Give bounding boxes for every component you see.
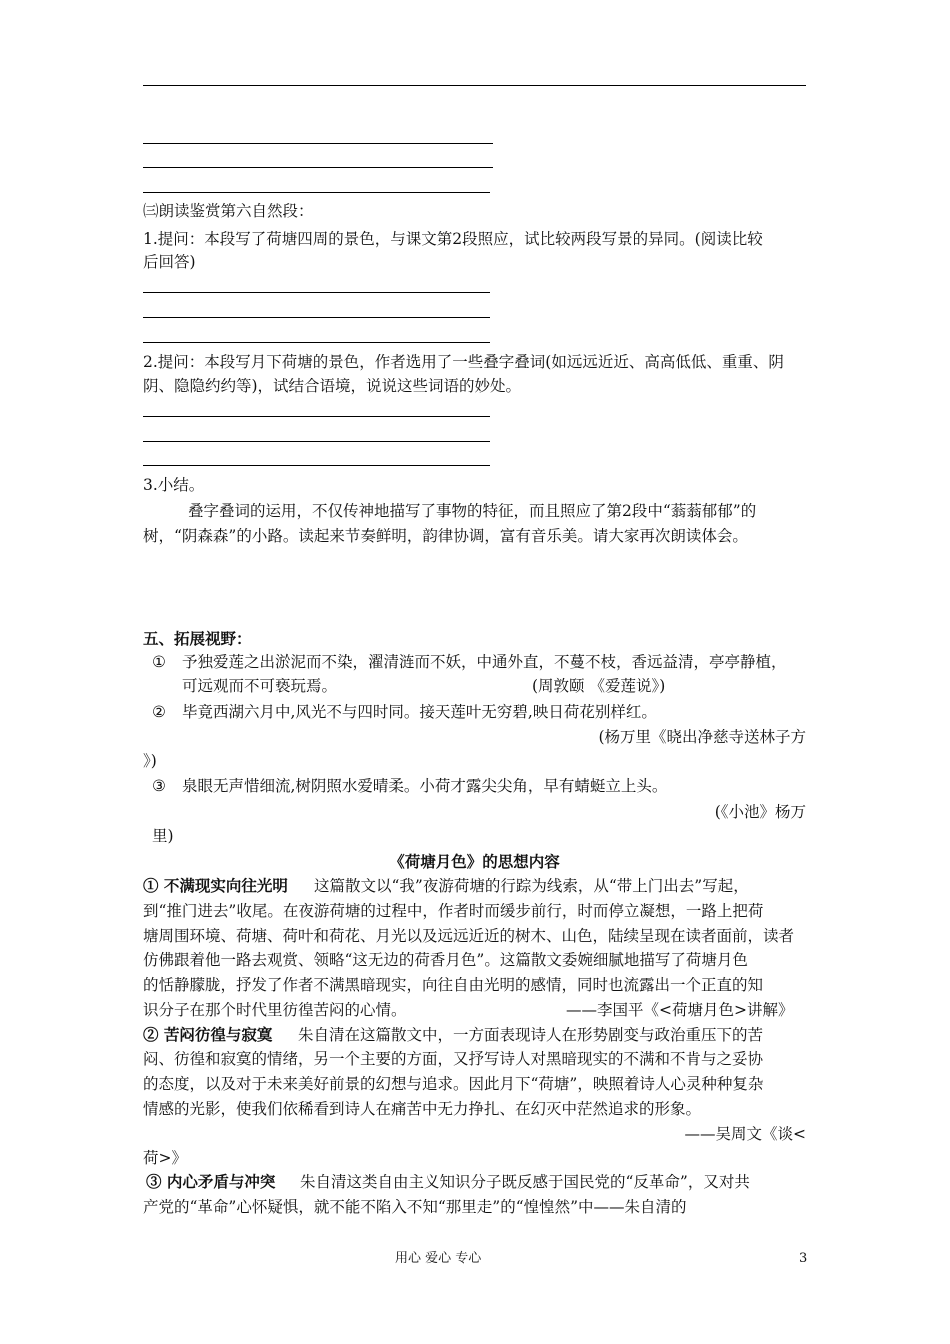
summary-label: 3.小结。 bbox=[143, 476, 205, 494]
question-2-line1: 2.提问：本段写月下荷塘的景色，作者选用了一些叠字叠词(如远远近近、高高低低、重重、阴 bbox=[143, 353, 784, 371]
answer-line bbox=[143, 441, 490, 442]
section-heading: 五、拓展视野： bbox=[143, 629, 252, 648]
paragraph-line: 仿佛跟着他一路去观赏、领略“这无边的荷香月色”。这篇散文委婉细腻地描写了荷塘月色 bbox=[143, 951, 748, 969]
essay-title: 《荷塘月色》的思想内容 bbox=[389, 852, 560, 871]
citation: 荷>》 bbox=[143, 1149, 187, 1167]
paragraph-line: 的恬静朦胧，抒发了作者不满黑暗现实，向往自由光明的感情，同时也流露出一个正直的知 bbox=[143, 976, 764, 994]
item-number: ② bbox=[152, 703, 166, 721]
citation: ——吴周文《谈< bbox=[684, 1125, 806, 1143]
subsection-label: ① 不满现实向往光明 bbox=[143, 876, 288, 895]
paragraph-line: 情感的光影，使我们依稀看到诗人在痛苦中无力挣扎、在幻灭中茫然追求的形象。 bbox=[143, 1100, 702, 1118]
quote-line: 泉眼无声惜细流,树阴照水爱晴柔。小荷才露尖尖角，早有蜻蜓立上头。 bbox=[182, 777, 668, 795]
quote-source: (《小池》杨万 bbox=[714, 803, 806, 821]
page-number: 3 bbox=[799, 1251, 808, 1266]
paragraph-line: 识分子在那个时代里彷徨苦闷的心情。 bbox=[143, 1001, 407, 1019]
question-2-line2: 阴、隐隐约约等)，试结合语境，说说这些词语的妙处。 bbox=[143, 377, 522, 395]
quote-line: 可远观而不可亵玩焉。 bbox=[182, 677, 338, 695]
answer-line bbox=[143, 143, 493, 144]
summary-line1: 叠字叠词的运用，不仅传神地描写了事物的特征，而且照应了第2段中“蓊蓊郁郁”的 bbox=[188, 502, 757, 520]
summary-line2: 树，“阴森森”的小路。读起来节奏鲜明，韵律协调，富有音乐美。请大家再次朗读体会。 bbox=[143, 527, 748, 545]
quote-source: (周敦颐 《爱莲说》) bbox=[532, 677, 666, 695]
question-1-line2: 后回答) bbox=[143, 253, 196, 271]
citation: ——李国平《<荷塘月色>讲解》 bbox=[566, 1001, 794, 1019]
section-heading: ㈢朗读鉴赏第六自然段： bbox=[143, 202, 314, 220]
answer-line bbox=[143, 292, 490, 293]
quote-source: (杨万里《晓出净慈寺送林子方 bbox=[598, 728, 806, 746]
subsection-label: ③ 内心矛盾与冲突 bbox=[146, 1172, 276, 1191]
paragraph-line: 塘周围环境、荷塘、荷叶和荷花、月光以及远远近近的树木、山色，陆续呈现在读者面前，读者 bbox=[143, 927, 795, 945]
paragraph-line: 产党的“革命”心怀疑惧，就不能不陷入不知“那里走”的“惶惶然”中——朱自清的 bbox=[143, 1198, 687, 1216]
paragraph-line: 朱自清在这篇散文中，一方面表现诗人在形势剧变与政治重压下的苦 bbox=[298, 1026, 764, 1044]
paragraph-line: 到“推门进去”收尾。在夜游荷塘的过程中，作者时而缓步前行，时而停立凝想，一路上把荷 bbox=[143, 902, 764, 920]
answer-line bbox=[143, 416, 490, 417]
quote-line: 予独爱莲之出淤泥而不染，濯清涟而不妖，中通外直，不蔓不枝，香远益清，亭亭静植， bbox=[182, 653, 787, 671]
answer-line bbox=[143, 167, 493, 168]
item-number: ③ bbox=[152, 777, 166, 795]
quote-source: 里) bbox=[152, 827, 174, 845]
answer-line bbox=[143, 317, 490, 318]
answer-line bbox=[143, 85, 806, 86]
item-number: ① bbox=[152, 653, 166, 671]
quote-source: 》) bbox=[143, 752, 157, 770]
answer-line bbox=[143, 342, 490, 343]
paragraph-line: 的态度，以及对于未来美好前景的幻想与追求。因此月下“荷塘”，映照着诗人心灵种种复杂 bbox=[143, 1075, 764, 1093]
question-1-line1: 1.提问：本段写了荷塘四周的景色，与课文第2段照应，试比较两段写景的异同。(阅读比较 bbox=[143, 230, 763, 248]
paragraph-line: 闷、彷徨和寂寞的情绪，另一个主要的方面，又抒写诗人对黑暗现实的不满和不肯与之妥协 bbox=[143, 1050, 764, 1068]
quote-line: 毕竟西湖六月中,风光不与四时同。接天莲叶无穷碧,映日荷花别样红。 bbox=[182, 703, 657, 721]
subsection-label: ② 苦闷彷徨与寂寞 bbox=[143, 1025, 273, 1044]
answer-line bbox=[143, 192, 490, 193]
answer-line bbox=[143, 465, 490, 466]
footer-motto: 用心 爱心 专心 bbox=[395, 1251, 482, 1266]
paragraph-line: 朱自清这类自由主义知识分子既反感于国民党的“反革命”，又对共 bbox=[300, 1173, 750, 1191]
paragraph-line: 这篇散文以“我”夜游荷塘的行踪为线索，从“带上门出去”写起， bbox=[314, 877, 749, 895]
